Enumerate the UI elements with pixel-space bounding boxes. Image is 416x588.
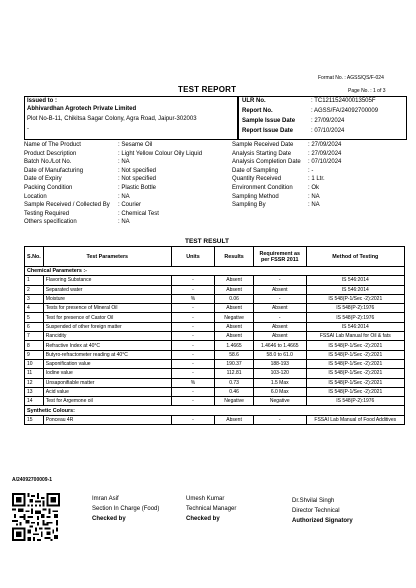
address-dash: - — [27, 126, 29, 132]
report-info-value: : TC121152400013505F — [311, 98, 376, 104]
table-row — [25, 378, 405, 387]
table-header-row — [25, 247, 405, 267]
table-cell: FSSAI Lab Manual of Food Additives — [306, 415, 404, 424]
table-row — [25, 387, 405, 396]
table-cell: Absent — [215, 276, 254, 285]
sample-field-value: : NA — [308, 202, 320, 209]
table-cell: 12 — [25, 378, 44, 387]
page-number: Page No. : 1 of 3 — [348, 88, 386, 94]
sample-field-value: : Chemical Test — [118, 210, 159, 217]
table-cell: 0.06 — [215, 294, 254, 303]
table-cell: 190.37 — [215, 359, 254, 368]
table-cell: Negative — [253, 397, 306, 406]
sample-field-value: : Not specified — [118, 167, 157, 174]
table-cell: - — [253, 313, 306, 322]
table-cell: - — [171, 359, 214, 368]
report-info-label: ULR No. — [242, 98, 266, 104]
signatory-2-role: Technical Manager — [186, 506, 237, 512]
table-cell: 11 — [25, 369, 44, 378]
issued-to-label: Issued to : — [27, 98, 58, 104]
table-cell: % — [171, 294, 214, 303]
table-cell: - — [171, 415, 214, 424]
table-cell: Absent — [215, 304, 254, 313]
table-cell: - — [171, 369, 214, 378]
table-cell: 9 — [25, 350, 44, 359]
table-cell: 188-193 — [253, 359, 306, 368]
sample-field-label: Testing Required — [24, 210, 70, 217]
sample-field-label: Date of Expiry — [24, 176, 62, 183]
table-cell: 58.6 — [215, 350, 254, 359]
signatory-2-label: Checked by — [186, 516, 220, 522]
table-cell: Butyro-refractometer reading at 40°C — [43, 350, 171, 359]
table-cell: IS 546:2014 — [306, 285, 404, 294]
sample-field-label: Sample Received / Collected By — [24, 202, 110, 209]
table-cell: Absent — [253, 332, 306, 341]
table-cell: - — [171, 322, 214, 331]
table-cell: - — [171, 397, 214, 406]
section-row — [25, 267, 405, 276]
table-cell: Test for Argemone oil — [43, 397, 171, 406]
sample-field-value: : Plastic Bottle — [118, 185, 157, 191]
signatory-2 — [186, 496, 236, 523]
table-cell: 3 — [25, 294, 44, 303]
table-cell: 0.73 — [215, 378, 254, 387]
sample-field-label: Quantity Received — [232, 176, 282, 183]
qr-code — [12, 493, 60, 541]
table-row — [25, 341, 405, 350]
table-cell: - — [171, 285, 214, 294]
sample-field-label: Batch No./Lot No. — [24, 159, 72, 166]
signatory-1-label: Checked by — [92, 516, 126, 522]
table-row — [25, 415, 405, 424]
sample-field-value: : Not specified — [118, 176, 157, 183]
table-cell: IS 548(P-2):1976 — [306, 397, 404, 406]
table-cell: IS 548(P-1/Sec -2):2021 — [306, 378, 404, 387]
format-number: Format No. : AGSS/QS/F-024 — [318, 75, 384, 81]
signatory-3 — [292, 498, 353, 525]
table-cell: IS 548(P-1/Sec -2):2021 — [306, 369, 404, 378]
table-cell: 7 — [25, 332, 44, 341]
customer-address: Plot No-B-11, Chikitsa Sagar Colony, Agra Road, Jaipur-302003 — [27, 116, 197, 122]
table-cell: 15 — [25, 415, 44, 424]
column-header: Units — [171, 247, 214, 267]
signatory-3-name: Dr.Shvilal Singh — [292, 498, 335, 504]
issued-to-box — [24, 96, 238, 140]
table-cell: - — [171, 332, 214, 341]
sample-field-label: Analysis Completion Date — [232, 159, 301, 166]
report-info-label: Report Issue Date — [242, 128, 294, 134]
section-row — [25, 406, 405, 415]
report-info-label: Report No. — [242, 108, 273, 114]
table-cell: IS 546:2014 — [306, 322, 404, 331]
sample-field-value: : NA — [118, 193, 130, 200]
sample-field-value: : NA — [308, 193, 320, 200]
sample-field-value: : 1 Ltr. — [308, 176, 325, 183]
table-cell: Suspended of other foreign matter — [43, 322, 171, 331]
table-cell: IS 546:2014 — [306, 276, 404, 285]
table-cell: Refractive Index at 40°C — [43, 341, 171, 350]
sample-field-label: Packing Condition — [24, 185, 73, 191]
report-info-box — [238, 96, 407, 140]
table-cell: Unsaponifiable matter — [43, 378, 171, 387]
report-info-value: : 07/10/2024 — [311, 128, 345, 134]
sample-field-value: : NA — [118, 219, 130, 226]
table-cell: - — [171, 313, 214, 322]
sample-field-value: : Ok — [308, 185, 320, 191]
sample-field-value: : Sesame Oil — [118, 142, 153, 148]
sample-field-label: Date of Manufacturing — [24, 167, 84, 174]
sample-field-label: Environment Condition — [232, 185, 293, 191]
test-result-heading: TEST RESULT — [185, 238, 229, 245]
table-cell: - — [171, 350, 214, 359]
sample-field-label: Date of Sampling — [232, 167, 279, 174]
table-cell: Absent — [215, 415, 254, 424]
table-row — [25, 350, 405, 359]
table-cell: IS 548(P-1/Sec -2):2021 — [306, 387, 404, 396]
sample-field-label: Sampling By — [232, 202, 266, 209]
table-cell: 1 — [25, 276, 44, 285]
table-cell: Negative — [215, 313, 254, 322]
table-cell: 6 — [25, 322, 44, 331]
signatory-2-name: Umesh Kumar — [186, 496, 225, 502]
table-cell: 8 — [25, 341, 44, 350]
sample-field-label: Location — [24, 193, 47, 200]
table-cell: 0.46 — [215, 387, 254, 396]
table-cell: Absent — [215, 332, 254, 341]
sample-field-value: : Light Yellow Colour Oily Liquid — [118, 150, 203, 157]
signatory-1-role: Section In Charge (Food) — [92, 506, 160, 512]
report-info-value: : 27/09/2024 — [311, 118, 345, 124]
sample-field-value: : - — [308, 167, 314, 174]
table-cell: Negative — [215, 397, 254, 406]
table-cell: Acid value — [43, 387, 171, 396]
sample-field-label: Product Description — [24, 150, 77, 157]
table-cell: IS 548(P-1/Sec -2):2021 — [306, 359, 404, 368]
customer-name: Abhivardhan Agrotech Private Limited — [27, 106, 137, 112]
table-cell: Absent — [253, 285, 306, 294]
table-row — [25, 332, 405, 341]
table-cell: Iodine value — [43, 369, 171, 378]
table-cell: % — [171, 378, 214, 387]
table-row — [25, 359, 405, 368]
column-header: S.No. — [25, 247, 44, 267]
table-cell: FSSAI Lab Manual for Oil & fats — [306, 332, 404, 341]
section-title: Synthetic Colours: — [25, 406, 405, 415]
sample-field-value: : 07/10/2024 — [308, 159, 342, 166]
table-row — [25, 304, 405, 313]
table-cell: Flavoring Substance — [43, 276, 171, 285]
table-row — [25, 285, 405, 294]
table-cell: IS 548(P-1/Sec -2):2021 — [306, 341, 404, 350]
table-cell: - — [253, 415, 306, 424]
sample-field-label: Analysis Starting Date — [232, 150, 292, 157]
table-cell: Absent — [253, 322, 306, 331]
table-row — [25, 397, 405, 406]
section-title: Chemical Parameters :- — [25, 267, 405, 276]
table-cell: Ponceau 4R — [43, 415, 171, 424]
table-cell: Absent — [215, 285, 254, 294]
table-cell: - — [171, 341, 214, 350]
test-result-table — [24, 246, 405, 425]
table-cell: Moisture — [43, 294, 171, 303]
table-cell: IS 548(P-2):1976 — [306, 313, 404, 322]
report-info-label: Sample Issue Date — [242, 118, 296, 124]
table-cell: - — [171, 276, 214, 285]
table-cell: IS 548(P-1/Sec -2):2021 — [306, 350, 404, 359]
table-cell: Separated water — [43, 285, 171, 294]
table-cell: Test for presence of Castor Oil — [43, 313, 171, 322]
table-cell: - — [253, 276, 306, 285]
signatory-1-name: Imran Asif — [92, 496, 119, 502]
table-cell: Absent — [215, 322, 254, 331]
table-cell: 14 — [25, 397, 44, 406]
table-cell: Saponification value — [43, 359, 171, 368]
table-cell: 1.4646 to 1.4665 — [253, 341, 306, 350]
table-cell: 1.4665 — [215, 341, 254, 350]
column-header: Requirement as per FSSR 2011 — [253, 247, 306, 267]
column-header: Method of Testing — [306, 247, 404, 267]
table-cell: Absent — [253, 304, 306, 313]
signatory-1 — [92, 496, 159, 523]
table-row — [25, 369, 405, 378]
sample-field-label: Sampling Method — [232, 193, 279, 200]
table-cell: 58.0 to 61.0 — [253, 350, 306, 359]
sample-field-value: : 27/09/2024 — [308, 142, 342, 148]
column-header: Results — [215, 247, 254, 267]
signatory-3-label: Authorized Signatory — [292, 518, 353, 524]
document-id: A/24092700009-1 — [12, 477, 53, 483]
table-cell: 10 — [25, 359, 44, 368]
table-cell: 103-120 — [253, 369, 306, 378]
sample-field-value: : NA — [118, 159, 130, 166]
column-header: Test Parameters — [43, 247, 171, 267]
table-row — [25, 294, 405, 303]
table-cell: 5 — [25, 313, 44, 322]
table-row — [25, 322, 405, 331]
table-row — [25, 276, 405, 285]
table-cell: IS 548(P-1/Sec -2):2021 — [306, 294, 404, 303]
signatory-3-role: Director Technical — [292, 508, 340, 514]
table-cell: Rancidity — [43, 332, 171, 341]
report-info-value: : AGSS/FA/24092700009 — [311, 108, 379, 114]
table-cell: 6.0 Max — [253, 387, 306, 396]
table-cell: - — [171, 304, 214, 313]
sample-field-label: Sample Received Date — [232, 142, 294, 148]
sample-field-value: : 27/09/2024 — [308, 150, 342, 157]
sample-field-label: Name of The Product — [24, 142, 81, 148]
table-cell: 4 — [25, 304, 44, 313]
table-cell: - — [171, 387, 214, 396]
sample-field-label: Others specification — [24, 219, 77, 226]
table-cell: 1.5 Max — [253, 378, 306, 387]
table-cell: 112.81 — [215, 369, 254, 378]
table-cell: 2 — [25, 285, 44, 294]
table-row — [25, 313, 405, 322]
table-cell: Tests for presence of Mineral Oil — [43, 304, 171, 313]
page-title: TEST REPORT — [178, 85, 237, 94]
table-cell: IS 548(P-2):1976 — [306, 304, 404, 313]
sample-field-value: : Courier — [118, 202, 142, 209]
table-cell: - — [253, 294, 306, 303]
table-cell: 13 — [25, 387, 44, 396]
